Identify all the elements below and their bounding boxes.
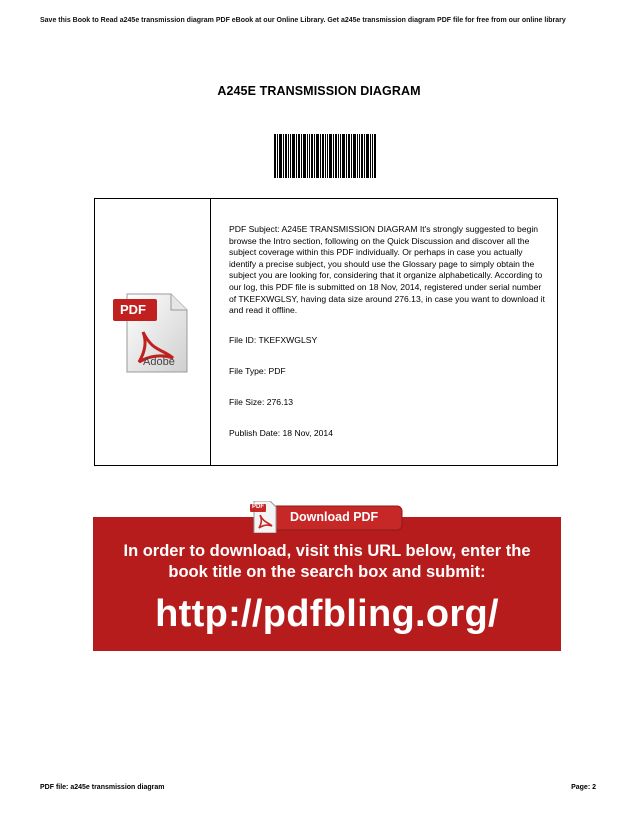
pdf-subject-text: PDF Subject: A245E TRANSMISSION DIAGRAM It's strongly suggested to begin browse the Intro section, following on the Quick Discussion and discover all the subject coverage within this PDF individually. Or perhaps in case you actually identify a precise subject, you should use the Glossary page to simply obtain the subject you are looking for, considering that it organize alphabetically. According to our log, this PDF file is submitted on 18 Nov, 2014, registered under serial number of TKEFXWGLSY, having data size around 276.13, in case you want to download it and read it offline. xyxy=(229,224,545,316)
top-banner-text: Save this Book to Read a245e transmission diagram PDF eBook at our Online Library. Get a245e transmission diagram PDF file for free from our online library xyxy=(40,17,566,24)
footer-page-number: Page: 2 xyxy=(571,784,596,791)
file-id: File ID: TKEFXWGLSY xyxy=(229,335,318,345)
adobe-pdf-icon xyxy=(113,292,191,374)
info-divider xyxy=(210,199,211,465)
download-button-badge: PDF xyxy=(252,504,264,510)
file-type: File Type: PDF xyxy=(229,366,286,376)
download-banner[interactable] xyxy=(93,517,561,651)
publish-date: Publish Date: 18 Nov, 2014 xyxy=(229,428,333,438)
download-button-label: Download PDF xyxy=(290,510,379,524)
info-box xyxy=(94,198,558,466)
download-url-link[interactable]: http://pdfbling.org/ xyxy=(155,593,499,635)
file-size: File Size: 276.13 xyxy=(229,397,294,407)
download-pdf-button[interactable] xyxy=(250,501,404,533)
barcode xyxy=(274,134,376,178)
pdf-subject-paragraph xyxy=(229,224,547,317)
footer-file-label: PDF file: a245e transmission diagram xyxy=(40,784,165,791)
download-instruction-line2: book title on the search box and submit: xyxy=(168,563,486,581)
download-instruction-line1: In order to download, visit this URL below, enter the xyxy=(123,542,531,560)
pdf-icon-adobe-text: Adobe xyxy=(143,356,175,368)
document-title: A245E TRANSMISSION DIAGRAM xyxy=(217,84,421,98)
pdf-icon-badge-text: PDF xyxy=(120,302,146,317)
